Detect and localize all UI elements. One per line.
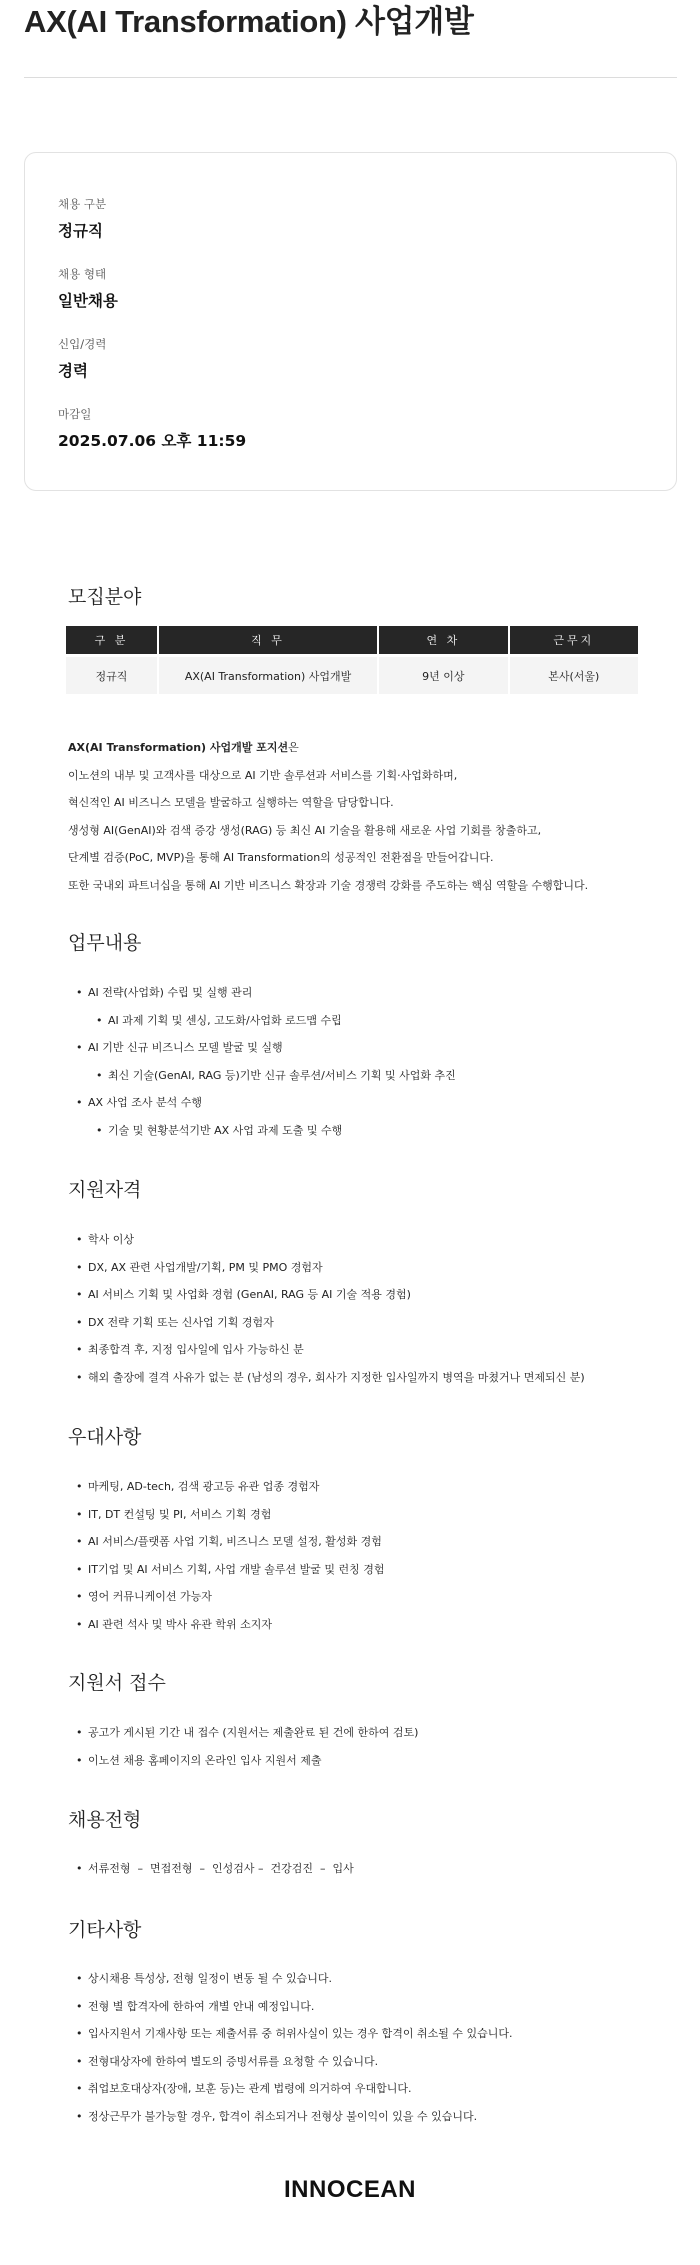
recruit-field-table <box>64 626 640 694</box>
list-item: • 취업보호대상자(장애, 보훈 등)는 관계 법령에 의거하여 우대합니다. <box>76 2075 513 2103</box>
summary-label: 마감일 <box>58 407 92 421</box>
table-header-cell: 직 무 <box>159 626 377 654</box>
duties-list <box>76 979 456 1144</box>
list-item: • 공고가 게시된 기간 내 접수 (지원서는 제출완료 된 건에 한하여 검토) <box>76 1719 418 1747</box>
list-item: • AI 전략(사업화) 수립 및 실행 관리 <box>76 979 456 1007</box>
process-list <box>76 1855 354 1883</box>
list-item: • 전형 별 합격자에 한하여 개별 안내 예정입니다. <box>76 1993 513 2021</box>
summary-label: 신입/경력 <box>58 337 107 351</box>
list-item: • DX, AX 관련 사업개발/기획, PM 및 PMO 경험자 <box>76 1254 585 1282</box>
intro-line: 혁신적인 AI 비즈니스 모델을 발굴하고 실행하는 역할을 담당합니다. <box>68 796 394 809</box>
list-item: • AX 사업 조사 분석 수행 <box>76 1089 456 1117</box>
list-subitem: • 기술 및 현황분석기반 AX 사업 과제 도출 및 수행 <box>76 1117 456 1145</box>
list-item: • IT, DT 컨설팅 및 PI, 서비스 기획 경험 <box>76 1501 384 1529</box>
table-header-row <box>66 626 638 654</box>
list-item: • 전형대상자에 한하여 별도의 증빙서류를 요청할 수 있습니다. <box>76 2048 513 2076</box>
intro-lead-bold: AX(AI Transformation) 사업개발 포지션 <box>68 741 289 754</box>
innocean-logo: INNOCEAN <box>283 2176 416 2203</box>
list-item: • 영어 커뮤니케이션 가능자 <box>76 1583 384 1611</box>
list-item: • 최종합격 후, 지정 입사일에 입사 가능하신 분 <box>76 1336 585 1364</box>
table-header-cell: 구 분 <box>66 626 157 654</box>
summary-value: 일반채용 <box>58 292 118 310</box>
section-title-etc: 기타사항 <box>68 1919 142 1941</box>
table-cell: 본사(서울) <box>510 654 638 694</box>
list-item: • DX 전략 기획 또는 신사업 기획 경험자 <box>76 1309 585 1337</box>
summary-experience-level <box>58 336 106 382</box>
section-title-preferred: 우대사항 <box>68 1426 142 1448</box>
table-cell: 9년 이상 <box>379 654 507 694</box>
summary-deadline <box>58 406 246 452</box>
list-item: • 입사지원서 기재사항 또는 제출서류 중 허위사실이 있는 경우 합격이 취소될 수 있습니다. <box>76 2020 513 2048</box>
table-cell: AX(AI Transformation) 사업개발 <box>159 654 377 694</box>
list-item: • AI 관련 석사 및 박사 유관 학위 소지자 <box>76 1611 384 1639</box>
list-item: • 학사 이상 <box>76 1226 585 1254</box>
list-item: • 마케팅, AD-tech, 검색 광고등 유관 업종 경험자 <box>76 1473 384 1501</box>
section-title-recruit-field: 모집분야 <box>68 586 142 608</box>
summary-label: 채용 형태 <box>58 267 107 281</box>
list-item: • 해외 출장에 결격 사유가 없는 분 (남성의 경우, 회사가 지정한 입사일까지 병역을 마쳤거나 면제되신 분) <box>76 1364 585 1392</box>
page-title: AX(AI Transformation) 사업개발 <box>24 4 474 39</box>
summary-value: 2025.07.06 오후 11:59 <box>58 432 247 450</box>
table-row <box>66 654 638 694</box>
list-item: • AI 서비스 기획 및 사업화 경험 (GenAI, RAG 등 AI 기술 적용 경험) <box>76 1281 585 1309</box>
intro-line: 또한 국내외 파트너십을 통해 AI 기반 비즈니스 확장과 기술 경쟁력 강화를 주도하는 핵심 역할을 수행합니다. <box>68 878 589 892</box>
section-title-application: 지원서 접수 <box>68 1672 166 1694</box>
section-title-qualifications: 지원자격 <box>68 1179 142 1201</box>
position-intro <box>68 734 668 899</box>
application-list <box>76 1719 418 1774</box>
summary-value: 정규직 <box>58 222 103 240</box>
list-item: • 상시채용 특성상, 전형 일정이 변동 될 수 있습니다. <box>76 1965 513 1993</box>
job-summary-card <box>24 152 677 491</box>
list-subitem: • AI 과제 기획 및 센싱, 고도화/사업화 로드맵 수립 <box>76 1007 456 1035</box>
section-title-duties: 업무내용 <box>68 932 142 954</box>
summary-label: 채용 구분 <box>58 197 107 211</box>
summary-employment-type <box>58 266 118 312</box>
table-header-cell: 근무지 <box>510 626 638 654</box>
table-cell: 정규직 <box>66 654 157 694</box>
list-subitem: • 최신 기술(GenAI, RAG 등)기반 신규 솔루션/서비스 기획 및 사업화 추진 <box>76 1062 456 1090</box>
list-item: • 이노션 채용 홈페이지의 온라인 입사 지원서 제출 <box>76 1747 418 1775</box>
list-item: • AI 서비스/플랫폼 사업 기획, 비즈니스 모델 설정, 활성화 경험 <box>76 1528 384 1556</box>
list-item: • 정상근무가 불가능할 경우, 합격이 취소되거나 전형상 불이익이 있을 수 있습니다. <box>76 2103 513 2131</box>
intro-line: 생성형 AI(GenAI)와 검색 증강 생성(RAG) 등 최신 AI 기술을 활용해 새로운 사업 기회를 창출하고, <box>68 823 542 837</box>
intro-lead <box>68 734 668 762</box>
qualifications-list <box>76 1226 585 1391</box>
summary-value: 경력 <box>58 362 88 380</box>
preferred-list <box>76 1473 384 1638</box>
summary-employment-category <box>58 196 106 242</box>
section-title-process: 채용전형 <box>68 1809 142 1831</box>
etc-list <box>76 1965 513 2130</box>
intro-line: 단계별 검증(PoC, MVP)을 통해 AI Transformation의 성공적인 전환점을 만들어갑니다. <box>68 851 494 864</box>
list-item: • 서류전형 – 면접전형 – 인성검사 – 건강검진 – 입사 <box>76 1855 354 1883</box>
intro-lead-rest: 은 <box>288 741 299 754</box>
table-header-cell: 연 차 <box>379 626 507 654</box>
list-item: • IT기업 및 AI 서비스 기획, 사업 개발 솔루션 발굴 및 런칭 경험 <box>76 1556 384 1584</box>
list-item: • AI 기반 신규 비즈니스 모델 발굴 및 실행 <box>76 1034 456 1062</box>
intro-line: 이노션의 내부 및 고객사를 대상으로 AI 기반 솔루션과 서비스를 기획·사업화하며, <box>68 768 458 782</box>
title-divider <box>24 77 677 78</box>
